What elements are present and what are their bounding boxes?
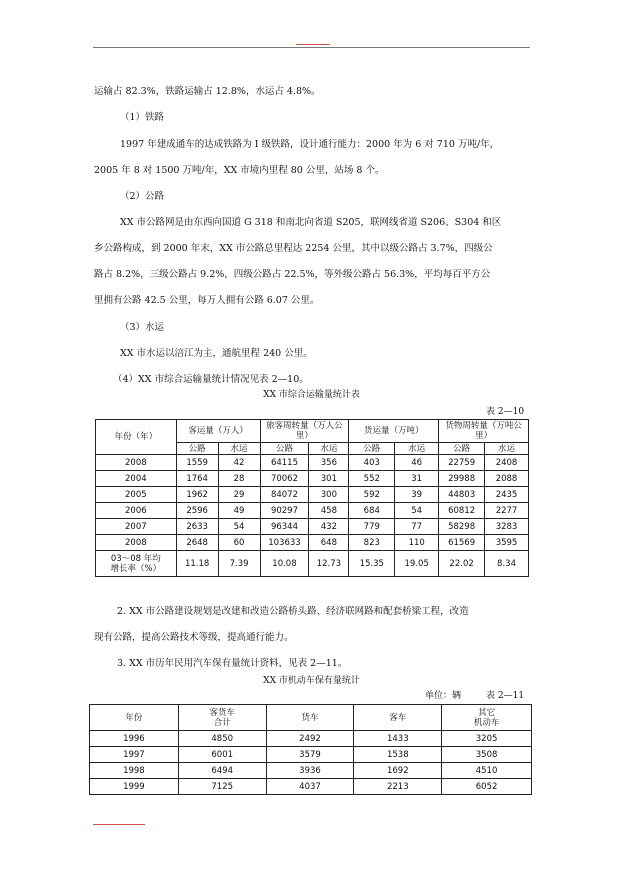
sub-road: 公路 xyxy=(260,443,309,455)
sub-road: 公路 xyxy=(349,443,395,455)
cell: 1538 xyxy=(354,747,442,763)
cell: 3595 xyxy=(485,535,529,551)
cell: 11.18 xyxy=(176,551,218,577)
cell: 3283 xyxy=(485,519,529,535)
cell: 300 xyxy=(309,487,349,503)
cell: 4037 xyxy=(266,779,354,795)
header-year: 年份 xyxy=(90,705,179,731)
header-year: 年份（年） xyxy=(96,420,177,455)
cell: 64115 xyxy=(260,455,309,471)
cell: 403 xyxy=(349,455,395,471)
cell: 2007 xyxy=(96,519,177,535)
cell: 1433 xyxy=(354,731,442,747)
cell: 684 xyxy=(349,503,395,519)
cell: 1998 xyxy=(90,763,179,779)
footer-red-mark xyxy=(93,824,145,825)
header-total-line1: 客货车 xyxy=(209,707,235,718)
cell: 648 xyxy=(309,535,349,551)
cell: 61569 xyxy=(439,535,485,551)
cell: 7125 xyxy=(178,779,266,795)
growth-row xyxy=(96,551,529,577)
cell: 6052 xyxy=(442,779,532,795)
cell: 1962 xyxy=(176,487,218,503)
sub-water: 水运 xyxy=(218,443,260,455)
header-truck: 货车 xyxy=(266,705,354,731)
paragraph-highway-2: 乡公路构成，到 2000 年末，XX 市公路总里程达 2254 公里，其中以级公路占 3.7%，四级公 xyxy=(94,243,493,254)
paragraph-highway-1: XX 市公路网是由东西向国道 G 318 和南北向省道 S205，联网线省道 S206、S304 和区 xyxy=(120,217,502,228)
table2-unit: 单位：辆 xyxy=(425,691,462,701)
paragraph-plan-1: 2. XX 市公路建设规划是改建和改造公路桥头路、经济联网路和配套桥梁工程，改造 xyxy=(117,606,469,617)
header-other xyxy=(442,705,532,731)
header-passenger-km: 旅客周转量（万人公里） xyxy=(260,420,349,443)
cell: 1764 xyxy=(176,471,218,487)
cell: 42 xyxy=(218,455,260,471)
header-total-line2: 合计 xyxy=(213,717,231,728)
growth-label-line2: 增长率（%） xyxy=(110,563,162,574)
cell: 29988 xyxy=(439,471,485,487)
cell: 90297 xyxy=(260,503,309,519)
sub-road: 公路 xyxy=(439,443,485,455)
table-row xyxy=(96,503,529,519)
cell: 6494 xyxy=(178,763,266,779)
cell: 103633 xyxy=(260,535,309,551)
table-row xyxy=(90,779,532,795)
cell: 301 xyxy=(309,471,349,487)
cell: 2596 xyxy=(176,503,218,519)
table-row xyxy=(90,747,532,763)
cell: 2633 xyxy=(176,519,218,535)
cell: 12.73 xyxy=(309,551,349,577)
cell: 19.05 xyxy=(395,551,439,577)
sub-water: 水运 xyxy=(485,443,529,455)
cell: 15.35 xyxy=(349,551,395,577)
table2-label: 表 2—11 xyxy=(486,691,525,701)
cell: 22759 xyxy=(439,455,485,471)
table-row xyxy=(96,455,529,471)
cell: 10.08 xyxy=(260,551,309,577)
paragraph-railway-2: 2005 年 8 对 1500 万吨/年，XX 市境内里程 80 公里，站场 8 个。 xyxy=(94,165,385,176)
cell: 22.02 xyxy=(439,551,485,577)
cell: 8.34 xyxy=(485,551,529,577)
header-rule xyxy=(93,47,530,48)
cell: 110 xyxy=(395,535,439,551)
cell: 1996 xyxy=(90,731,179,747)
cell: 96344 xyxy=(260,519,309,535)
table1-title: XX 市综合运输量统计表 xyxy=(263,390,360,400)
cell: 3936 xyxy=(266,763,354,779)
cell: 54 xyxy=(218,519,260,535)
header-freight: 货运量（万吨） xyxy=(349,420,439,443)
cell: 1997 xyxy=(90,747,179,763)
paragraph-table-ref-1: （4）XX 市综合运输量统计情况见表 2—10。 xyxy=(113,374,309,385)
cell: 77 xyxy=(395,519,439,535)
cell: 2004 xyxy=(96,471,177,487)
table2-title: XX 市机动车保有量统计 xyxy=(263,676,360,686)
vehicle-table xyxy=(89,704,532,795)
cell: 60812 xyxy=(439,503,485,519)
cell: 4510 xyxy=(442,763,532,779)
cell: 552 xyxy=(349,471,395,487)
paragraph-plan-2: 现有公路，提高公路技术等级，提高通行能力。 xyxy=(94,632,294,643)
table1-label: 表 2—10 xyxy=(486,407,525,417)
table-row xyxy=(96,487,529,503)
cell: 2492 xyxy=(266,731,354,747)
cell: 44803 xyxy=(439,487,485,503)
cell: 84072 xyxy=(260,487,309,503)
cell: 1559 xyxy=(176,455,218,471)
cell: 39 xyxy=(395,487,439,503)
header-red-mark xyxy=(296,44,330,45)
transport-table xyxy=(95,419,529,577)
heading-railway: （1）铁路 xyxy=(120,112,165,123)
cell: 592 xyxy=(349,487,395,503)
table-row xyxy=(90,731,532,747)
header-other-line1: 其它 xyxy=(478,707,496,718)
cell: 4850 xyxy=(178,731,266,747)
sub-water: 水运 xyxy=(395,443,439,455)
paragraph-transport-share: 运输占 82.3%，铁路运输占 12.8%，水运占 4.8%。 xyxy=(94,86,321,97)
paragraph-highway-4: 里拥有公路 42.5 公里，每万人拥有公路 6.07 公里。 xyxy=(94,295,320,306)
cell: 3205 xyxy=(442,731,532,747)
cell: 2648 xyxy=(176,535,218,551)
cell: 58298 xyxy=(439,519,485,535)
cell: 356 xyxy=(309,455,349,471)
heading-waterway: （3）水运 xyxy=(120,322,165,333)
cell: 2008 xyxy=(96,535,177,551)
header-freight-km: 货物周转量（万吨公里） xyxy=(439,420,529,443)
header-bus: 客车 xyxy=(354,705,442,731)
paragraph-highway-3: 路占 8.2%，三级公路占 9.2%，四级公路占 22.5%，等外级公路占 56.3%，平均每百平方公 xyxy=(94,269,491,280)
cell: 2005 xyxy=(96,487,177,503)
cell: 2408 xyxy=(485,455,529,471)
paragraph-table-ref-2: 3. XX 市历年民用汽车保有量统计资料，见表 2—11。 xyxy=(117,658,348,669)
heading-highway: （2）公路 xyxy=(120,191,165,202)
cell: 49 xyxy=(218,503,260,519)
cell: 2277 xyxy=(485,503,529,519)
cell: 7.39 xyxy=(218,551,260,577)
cell: 29 xyxy=(218,487,260,503)
cell: 28 xyxy=(218,471,260,487)
cell: 823 xyxy=(349,535,395,551)
growth-label-line1: 03～08 年均 xyxy=(110,553,161,564)
cell: 2008 xyxy=(96,455,177,471)
cell: 60 xyxy=(218,535,260,551)
table-row xyxy=(96,519,529,535)
cell: 779 xyxy=(349,519,395,535)
table-row xyxy=(96,535,529,551)
cell: 3508 xyxy=(442,747,532,763)
growth-label xyxy=(96,551,177,577)
header-other-line2: 机动车 xyxy=(473,717,500,728)
paragraph-waterway: XX 市水运以涪江为主，通航里程 240 公里。 xyxy=(120,348,313,359)
cell: 46 xyxy=(395,455,439,471)
cell: 458 xyxy=(309,503,349,519)
table-row xyxy=(96,471,529,487)
header-passenger: 客运量（万人） xyxy=(176,420,260,443)
cell: 2213 xyxy=(354,779,442,795)
header-total xyxy=(178,705,266,731)
sub-road: 公路 xyxy=(176,443,218,455)
cell: 31 xyxy=(395,471,439,487)
cell: 2435 xyxy=(485,487,529,503)
sub-water: 水运 xyxy=(309,443,349,455)
cell: 70062 xyxy=(260,471,309,487)
cell: 1692 xyxy=(354,763,442,779)
cell: 6001 xyxy=(178,747,266,763)
cell: 3579 xyxy=(266,747,354,763)
cell: 54 xyxy=(395,503,439,519)
cell: 1999 xyxy=(90,779,179,795)
cell: 432 xyxy=(309,519,349,535)
table-row xyxy=(90,763,532,779)
paragraph-railway-1: 1997 年建成通车的达成铁路为 I 级铁路，设计通行能力：2000 年为 6 对 710 万吨/年， xyxy=(120,139,500,150)
cell: 2006 xyxy=(96,503,177,519)
cell: 2088 xyxy=(485,471,529,487)
